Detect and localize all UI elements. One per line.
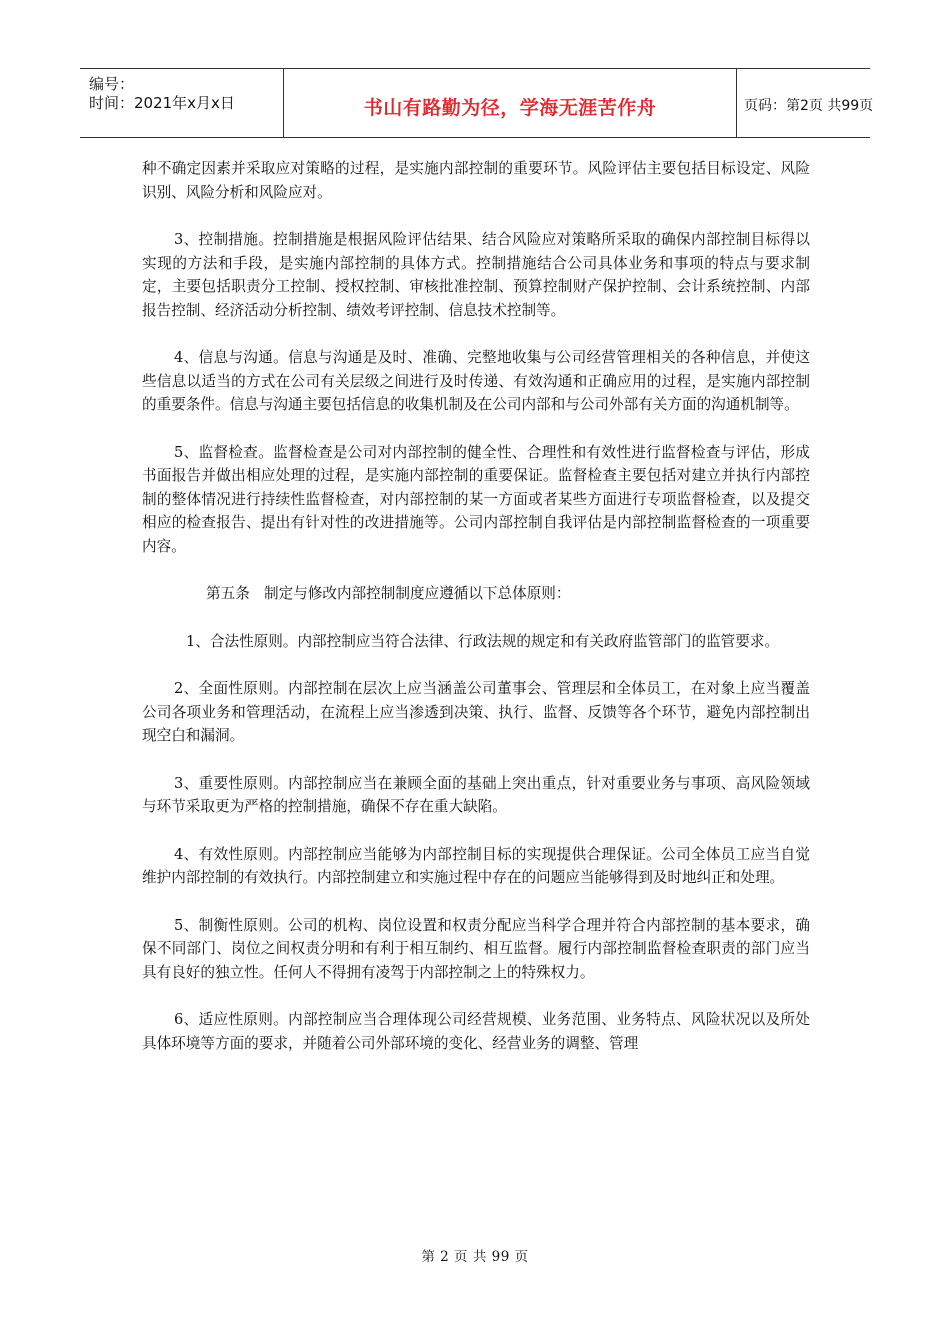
paragraph-information-communication: 4、信息与沟通。信息与沟通是及时、准确、完整地收集与公司经营管理相关的各种信息，并使这些信息以适当的方式在公司有关层级之间进行及时传递、有效沟通和正确应用的过程，是实施内部控制的重要条件。信息与沟通主要包括信息的收集机制及在公司内部和与公司外部有关方面的沟通机制等。 [142, 349, 810, 413]
document-body [142, 157, 810, 1079]
paragraph-supervision: 5、监督检查。监督检查是公司对内部控制的健全性、合理性和有效性进行监督检查与评估，形成书面报告并做出相应处理的过程，是实施内部控制的重要保证。监督检查主要包括对建立并执行内部控制的整体情况进行持续性监督检查，对内部控制的某一方面或者某些方面进行专项监督检查，以及提交相应的检查报告、提出有针对性的改进措施等。公司内部控制自我评估是内部控制监督检查的一项重要内容。 [142, 443, 810, 555]
serial-label: 编号： [89, 75, 135, 93]
principle-importance: 3、重要性原则。内部控制应当在兼顾全面的基础上突出重点，针对重要业务与事项、高风险领域与环节采取更为严格的控制措施，确保不存在重大缺陷。 [142, 774, 810, 815]
paragraph-control-measures: 3、控制措施。控制措施是根据风险评估结果、结合风险应对策略所采取的确保内部控制目标得以实现的方法和手段，是实施内部控制的具体方式。控制措施结合公司具体业务和事项的特点与要求制定，主要包括职责分工控制、授权控制、审核批准控制、预算控制财产保护控制、会计系统控制、内部报告控制、经济活动分析控制、绩效考评控制、信息技术控制等。 [142, 231, 810, 319]
paragraph-risk-assessment-cont: 种不确定因素并采取应对策略的过程，是实施内部控制的重要环节。风险评估主要包括目标设定、风险识别、风险分析和风险应对。 [142, 160, 810, 201]
date-label: 时间：2021年x月x日 [89, 94, 235, 112]
page-header [80, 68, 874, 138]
page-info: 页码：第2页 共99页 [744, 98, 874, 114]
header-meta-cell [80, 69, 283, 137]
principle-checks-balances: 5、制衡性原则。公司的机构、岗位设置和权责分配应当科学合理并符合内部控制的基本要求，确保不同部门、岗位之间权责分明和有利于相互制约、相互监督。履行内部控制监督检查职责的部门应当具有良好的独立性。任何人不得拥有凌驾于内部控制之上的特殊权力。 [142, 916, 810, 981]
article-text: 制定与修改内部控制制度应遵循以下总体原则： [264, 585, 571, 602]
principle-comprehensiveness: 2、全面性原则。内部控制在层次上应当涵盖公司董事会、管理层和全体员工，在对象上应当覆盖公司各项业务和管理活动，在流程上应当渗透到决策、执行、监督、反馈等各个环节，避免内部控制出现空白和漏洞。 [142, 680, 810, 744]
page-footer: 第 2 页 共 99 页 [421, 1249, 529, 1265]
header-motto-cell [283, 69, 737, 137]
principle-effectiveness: 4、有效性原则。内部控制应当能够为内部控制目标的实现提供合理保证。公司全体员工应当自觉维护内部控制的有效执行。内部控制建立和实施过程中存在的问题应当能够得到及时地纠正和处理。 [142, 845, 810, 886]
article-five [142, 582, 810, 606]
principle-adaptability: 6、适应性原则。内部控制应当合理体现公司经营规模、业务范围、业务特点、风险状况以及所处具体环境等方面的要求，并随着公司外部环境的变化、经营业务的调整、管理 [142, 1011, 810, 1052]
principle-legality: 1、合法性原则。内部控制应当符合法律、行政法规的规定和有关政府监管部门的监管要求。 [186, 632, 780, 650]
motto-text: 书山有路勤为径，学海无涯苦作舟 [363, 97, 657, 119]
article-number: 第五条 [206, 585, 250, 602]
header-page-cell [736, 69, 874, 137]
